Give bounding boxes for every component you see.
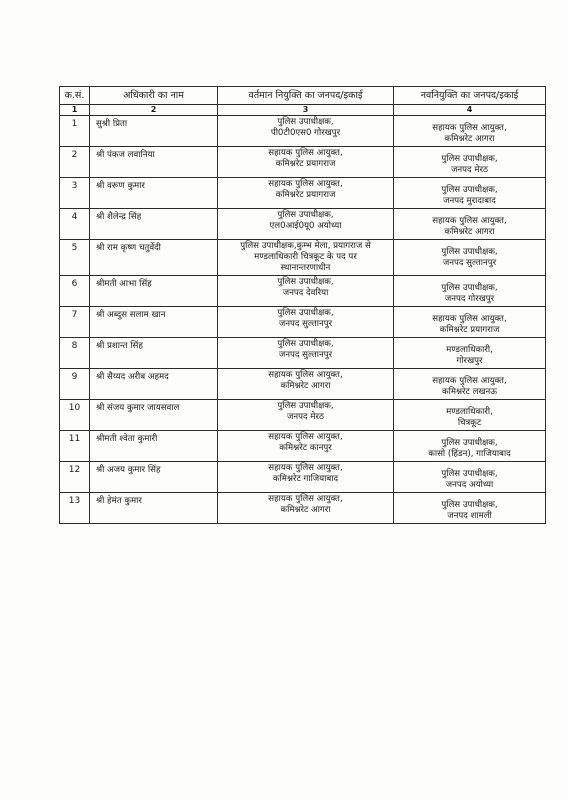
new-posting xyxy=(394,209,546,240)
new-posting-line: कमिश्नरेट प्रयागराज xyxy=(439,325,500,335)
new-posting-line: कासो (हिंडन), गाजियाबाद xyxy=(428,449,511,459)
new-posting xyxy=(394,178,546,209)
new-posting-line: जनपद मेरठ xyxy=(451,165,488,175)
officer-name: श्री वरूण कुमार xyxy=(90,178,218,209)
current-posting-line: पुलिस उपाधीक्षक, xyxy=(277,339,334,349)
officer-name: श्रीमती श्वेता कुमारी xyxy=(90,431,218,462)
new-posting-line: कमिश्नरेट लखनऊ xyxy=(442,387,497,397)
new-posting xyxy=(394,462,546,493)
new-posting-line: सहायक पुलिस आयुक्त, xyxy=(432,376,507,386)
new-posting-line: चित्रकूट xyxy=(457,418,482,428)
officer-name: सुश्री प्रिता xyxy=(90,116,218,147)
transfer-table xyxy=(59,86,546,524)
officer-name: श्री पंकज लवानिया xyxy=(90,147,218,178)
current-posting-line: सहायक पुलिस आयुक्त, xyxy=(268,179,343,189)
current-posting-line: कमिश्नरेट कानपुर xyxy=(279,443,332,453)
current-posting xyxy=(218,400,394,431)
current-posting-line: पुलिस उपाधीक्षक, xyxy=(277,308,334,318)
current-posting-line: कमिश्नरेट गाजियाबाद xyxy=(272,474,339,484)
new-posting-line: पुलिस उपाधीक्षक, xyxy=(441,283,498,293)
new-posting-line: जनपद शामली xyxy=(447,511,492,521)
current-posting-line: जनपद मेरठ xyxy=(287,412,324,422)
header-current-posting: वर्तमान नियुक्ति का जनपद/इकाई xyxy=(218,87,394,105)
table-row xyxy=(60,116,546,147)
new-posting xyxy=(394,400,546,431)
officer-name: श्री राम कृष्ण चतुर्वेदी xyxy=(90,240,218,276)
new-posting-line: सहायक पुलिस आयुक्त, xyxy=(432,123,507,133)
current-posting-line: सहायक पुलिस आयुक्त, xyxy=(268,494,343,504)
table-row xyxy=(60,493,546,524)
serial-number: 7 xyxy=(60,307,90,338)
new-posting-line: पुलिस उपाधीक्षक, xyxy=(441,247,498,257)
serial-number: 2 xyxy=(60,147,90,178)
table-row xyxy=(60,431,546,462)
table-row xyxy=(60,369,546,400)
current-posting xyxy=(218,116,394,147)
column-number: 3 xyxy=(218,105,394,116)
current-posting-line: पी0टी0एस0 गोरखपुर xyxy=(270,128,341,138)
serial-number: 11 xyxy=(60,431,90,462)
serial-number: 6 xyxy=(60,276,90,307)
current-posting-line: सहायक पुलिस आयुक्त, xyxy=(268,148,343,158)
current-posting-line: कमिश्नरेट प्रयागराज xyxy=(275,190,336,200)
current-posting-line: पुलिस उपाधीक्षक, xyxy=(277,401,334,411)
serial-number: 13 xyxy=(60,493,90,524)
current-posting-line: एल0आई0यू0 अयोध्या xyxy=(269,221,342,231)
current-posting-line: सहायक पुलिस आयुक्त, xyxy=(268,370,343,380)
officer-name: श्री शैलेन्द्र सिंह xyxy=(90,209,218,240)
new-posting-line: पुलिस उपाधीक्षक, xyxy=(441,469,498,479)
current-posting xyxy=(218,493,394,524)
new-posting-line: पुलिस उपाधीक्षक, xyxy=(441,500,498,510)
officer-name: श्री सैय्यद अरीब अहमद xyxy=(90,369,218,400)
column-number: 1 xyxy=(60,105,90,116)
serial-number: 3 xyxy=(60,178,90,209)
current-posting-line: पुलिस उपाधीक्षक, xyxy=(277,210,334,220)
serial-number: 4 xyxy=(60,209,90,240)
serial-number: 10 xyxy=(60,400,90,431)
current-posting xyxy=(218,209,394,240)
new-posting-line: गोरखपुर xyxy=(456,356,483,366)
new-posting-line: पुलिस उपाधीक्षक, xyxy=(441,185,498,195)
new-posting xyxy=(394,147,546,178)
officer-name: श्री हेमंत कुमार xyxy=(90,493,218,524)
officer-name: श्री संजय कुमार जायसवाल xyxy=(90,400,218,431)
current-posting xyxy=(218,338,394,369)
new-posting-line: मण्डलाधिकारी, xyxy=(446,407,493,417)
table-row xyxy=(60,307,546,338)
current-posting-line: जनपद सुल्तानपुर xyxy=(278,350,333,360)
new-posting-line: मण्डलाधिकारी, xyxy=(446,345,493,355)
serial-number: 12 xyxy=(60,462,90,493)
new-posting-line: पुलिस उपाधीक्षक, xyxy=(441,438,498,448)
new-posting-line: सहायक पुलिस आयुक्त, xyxy=(432,314,507,324)
current-posting-line: स्थानान्तरणाधीन xyxy=(280,263,331,273)
new-posting xyxy=(394,116,546,147)
table-header-row xyxy=(60,87,546,105)
new-posting-line: पुलिस उपाधीक्षक, xyxy=(441,154,498,164)
serial-number: 8 xyxy=(60,338,90,369)
officer-name: श्रीमती आभा सिंह xyxy=(90,276,218,307)
current-posting-line: पुलिस उपाधीक्षक,कुम्भ मेला, प्रयागराज से xyxy=(240,241,371,251)
current-posting-line: कमिश्नरेट प्रयागराज xyxy=(275,159,336,169)
new-posting-line: कमिश्नरेट आगरा xyxy=(444,227,495,237)
new-posting-line: सहायक पुलिस आयुक्त, xyxy=(432,216,507,226)
current-posting-line: जनपद सुल्तानपुर xyxy=(278,319,333,329)
current-posting xyxy=(218,307,394,338)
current-posting xyxy=(218,369,394,400)
table-row xyxy=(60,147,546,178)
current-posting-line: सहायक पुलिस आयुक्त, xyxy=(268,463,343,473)
column-number-row xyxy=(60,105,546,116)
officer-name: श्री अजय कुमार सिंह xyxy=(90,462,218,493)
current-posting-line: मण्डलाधिकारी चित्रकूट के पद पर xyxy=(254,252,357,262)
current-posting xyxy=(218,431,394,462)
new-posting xyxy=(394,369,546,400)
table-row xyxy=(60,209,546,240)
transfer-list-document xyxy=(59,86,545,524)
table-row xyxy=(60,400,546,431)
column-number: 2 xyxy=(90,105,218,116)
new-posting-line: जनपद अयोध्या xyxy=(445,480,494,490)
table-row xyxy=(60,178,546,209)
current-posting-line: पुलिस उपाधीक्षक, xyxy=(277,117,334,127)
new-posting xyxy=(394,240,546,276)
officer-name: श्री अब्दुस सलाम खान xyxy=(90,307,218,338)
header-new-posting: नवनियुक्ति का जनपद/इकाई xyxy=(394,87,546,105)
new-posting-line: जनपद सुल्तानपुर xyxy=(442,258,497,268)
serial-number: 1 xyxy=(60,116,90,147)
table-row xyxy=(60,276,546,307)
current-posting-line: कमिश्नरेट आगरा xyxy=(280,381,331,391)
table-row xyxy=(60,240,546,276)
current-posting-line: पुलिस उपाधीक्षक, xyxy=(277,277,334,287)
current-posting xyxy=(218,240,394,276)
header-serial-no: क.सं. xyxy=(60,87,90,105)
current-posting xyxy=(218,276,394,307)
current-posting xyxy=(218,462,394,493)
new-posting xyxy=(394,431,546,462)
column-number: 4 xyxy=(394,105,546,116)
current-posting-line: जनपद देवरिया xyxy=(282,288,329,298)
new-posting-line: जनपद गोरखपुर xyxy=(444,294,495,304)
new-posting xyxy=(394,493,546,524)
table-row xyxy=(60,462,546,493)
current-posting xyxy=(218,178,394,209)
new-posting xyxy=(394,338,546,369)
current-posting-line: सहायक पुलिस आयुक्त, xyxy=(268,432,343,442)
serial-number: 5 xyxy=(60,240,90,276)
serial-number: 9 xyxy=(60,369,90,400)
new-posting xyxy=(394,307,546,338)
current-posting-line: कमिश्नरेट आगरा xyxy=(280,505,331,515)
table-row xyxy=(60,338,546,369)
header-officer-name: अधिकारी का नाम xyxy=(90,87,218,105)
officer-name: श्री प्रशान्त सिंह xyxy=(90,338,218,369)
new-posting-line: जनपद मुरादाबाद xyxy=(443,196,496,206)
new-posting-line: कमिश्नरेट आगरा xyxy=(444,134,495,144)
current-posting xyxy=(218,147,394,178)
new-posting xyxy=(394,276,546,307)
